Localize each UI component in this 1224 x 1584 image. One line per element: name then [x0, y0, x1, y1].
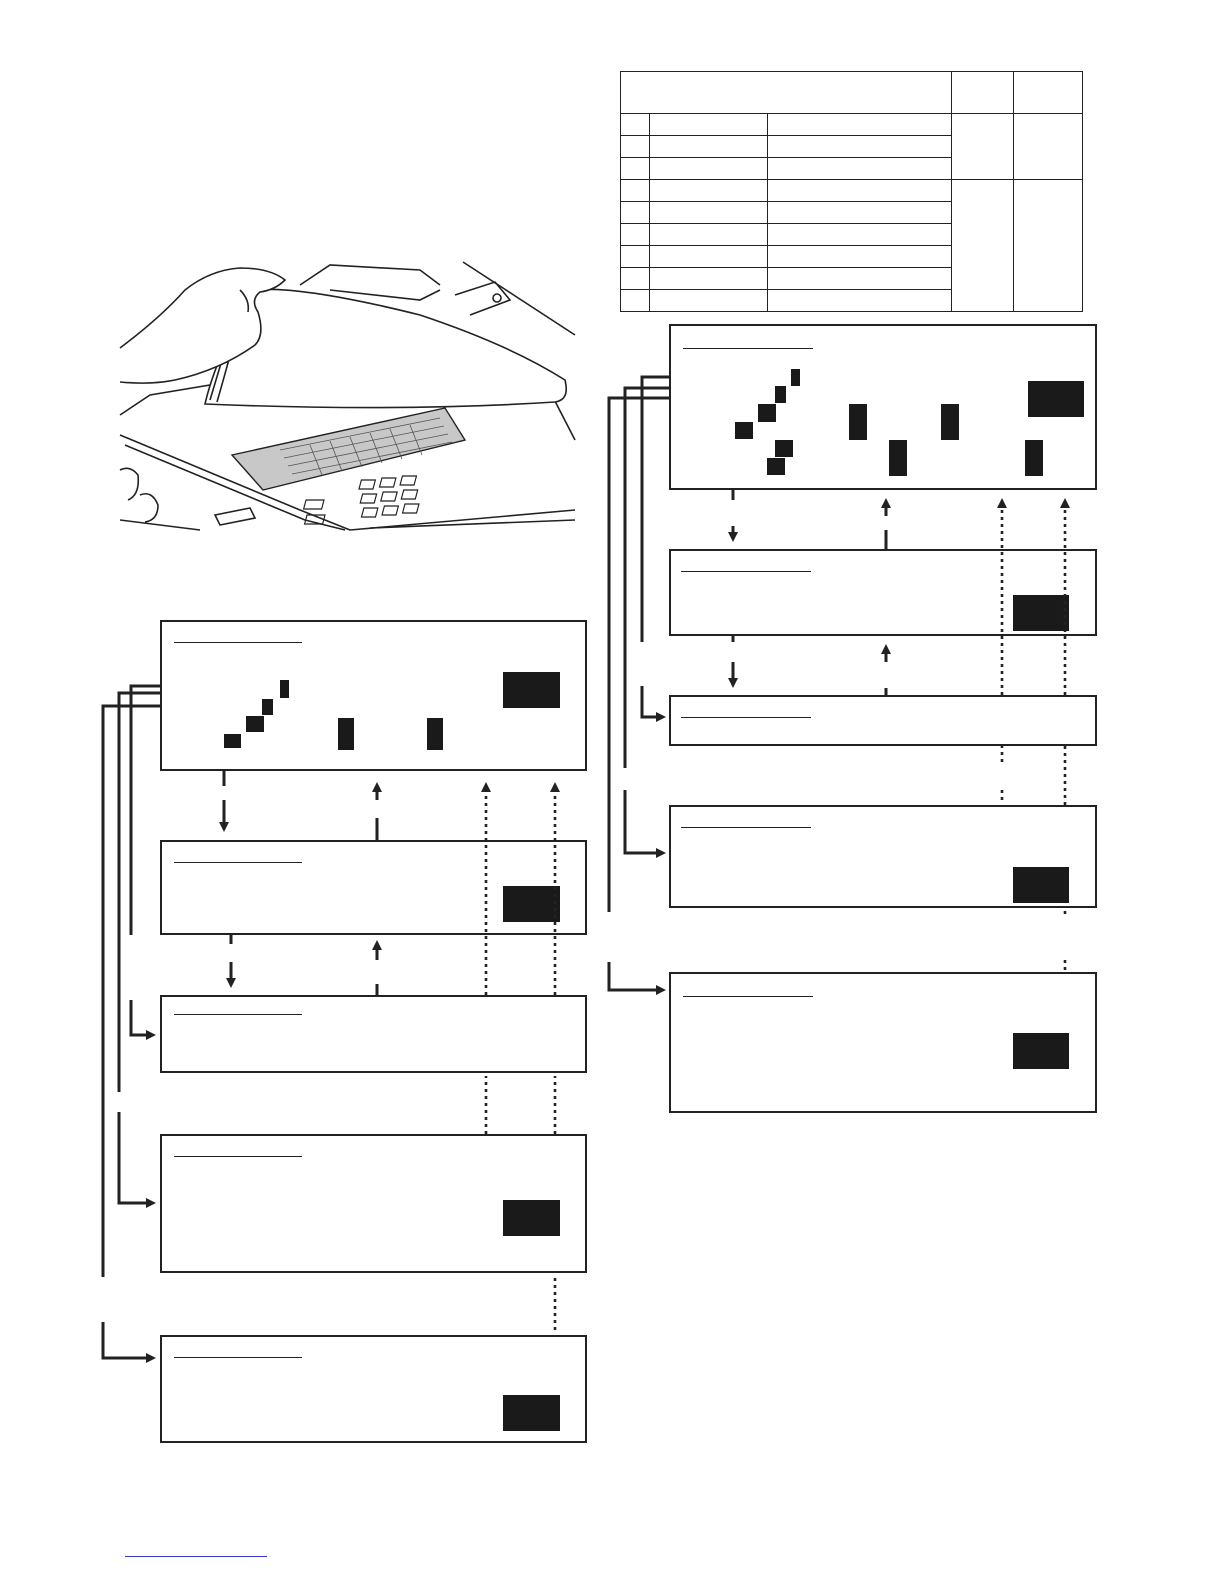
connector-line [642, 377, 669, 642]
connector-line [625, 790, 662, 853]
connector-line [609, 398, 669, 912]
connector-line [609, 962, 662, 990]
connector-line [642, 686, 662, 717]
footer-link[interactable] [125, 1556, 267, 1557]
connector-line [103, 1322, 152, 1358]
connector-line [119, 693, 160, 1092]
connector-line [131, 1000, 152, 1035]
connector-line [625, 388, 669, 768]
connector-line [131, 686, 160, 935]
connector-line [119, 1112, 152, 1203]
